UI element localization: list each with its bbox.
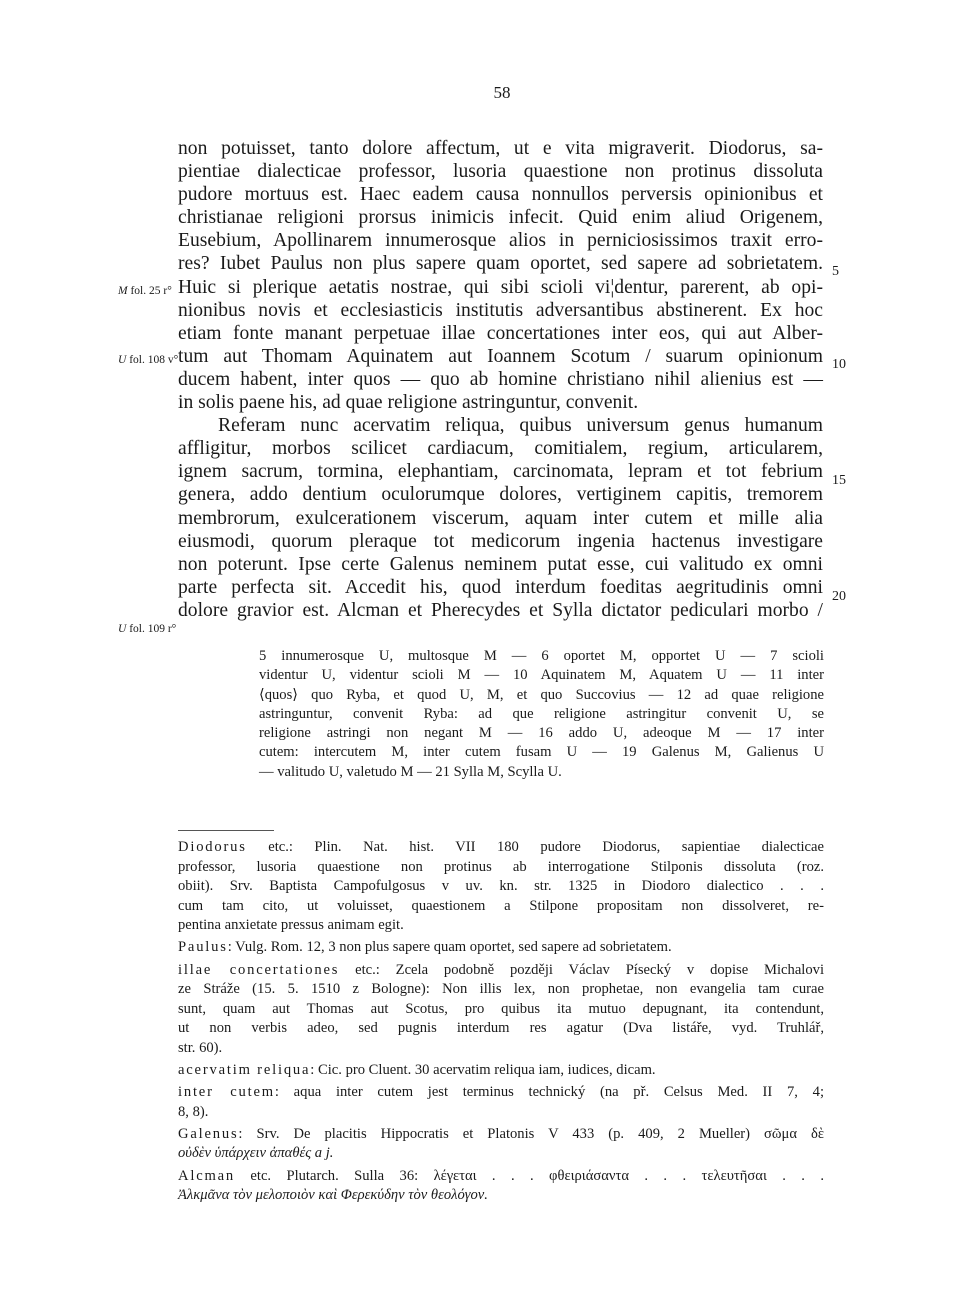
text-line: ignem sacrum, tormina, elephantiam, carcinomata, lepram et tot febrium (178, 461, 823, 483)
apparatus-line: religione astringi non negant M — 16 addo U, adeoque M — 17 inter (259, 725, 824, 742)
text-line: non potuisset, tanto dolore affectum, ut e vita migraverit. Diodorus, sa- (178, 138, 823, 159)
note-text: οὐδὲν ὑπάρχειν ἀπαθές a j. (178, 1145, 334, 1162)
text-line: pudore mortuus est. Haec eadem causa nonnullos perversis opinionibus et (178, 184, 823, 206)
text-line: tum aut Thomam Aquinatem aut Ioannem Scotum / suarum opinionum (178, 345, 823, 367)
text-line: eiusmodi, quorum pleraque tot medicorum ingenia hactenus investigare (178, 530, 823, 552)
text-line: membrorum, exulcerationem viscerum, aquam inter cutem et mille alia (178, 507, 823, 529)
note-lemma: Diodorus (178, 839, 247, 855)
line-number-10: 10 (832, 357, 846, 372)
note-text: etc. Plutarch. Sulla 36: λέγεται . . . φθειριάσαντα . . . τελευτῆσαι . . . (250, 1167, 824, 1184)
text-line: affligitur, morbos scilicet cardiacum, comitialem, regium, articularem, (178, 438, 823, 460)
note-lemma: inter cutem (178, 1084, 275, 1101)
text-line: Referam nunc acervatim reliqua, quibus universum genus humanum (218, 415, 823, 437)
apparatus-line: 5 innumerosque U, multosque M — 6 oportet M, opportet U — 7 scioli (259, 648, 824, 664)
note-lemma: Alcman (178, 1167, 235, 1184)
critical-apparatus (259, 647, 824, 782)
note-text: ze Stráže (15. 5. 1510 z Bologne): Non illis lex, non prophetae, non evangelia tam curae (178, 981, 824, 998)
text-line: christianae religioni prorsus inimicis infecit. Quid enim aliud Origenem, (178, 207, 823, 229)
note-text: 8, 8). (178, 1103, 209, 1120)
note-paulus (178, 938, 824, 958)
main-text (178, 137, 823, 622)
text-line: non poterunt. Ipse certe Galenus neminem putat esse, cui valitudo ex omni (178, 553, 823, 575)
text-line: nionibus novis et ecclesiasticis institutis adversantibus abstinerent. Ex hoc (178, 299, 823, 321)
note-text: Ἀλκμᾶνα τὸν μελοποιὸν καὶ Φερεκύδην τὸν θεολόγον. (178, 1187, 488, 1204)
apparatus-line: — valitudo U, valetudo M — 21 Sylla M, Scylla U. (259, 763, 562, 780)
text-line: in solis paene his, ad quae religione astringuntur, convenit. (178, 392, 639, 414)
apparatus-line: ⟨quos⟩ quo Ryba, et quod U, M, et quo Succovius — 12 ad quae religione (259, 686, 824, 703)
text-line: pientiae dialecticae professor, lusoria quaestione non protinus dissoluta (178, 161, 823, 183)
apparatus-line: videntur U, videntur scioli M — 10 Aquinatem M, Aquatem U — 11 inter (259, 667, 824, 684)
note-lemma: Galenus (178, 1125, 239, 1142)
note-text: etc.: Zcela podobně později Václav Písecký v dopise Michalovi (355, 961, 825, 978)
note-lemma: illae concertationes (178, 961, 340, 978)
note-lemma: acervatim reliqua (178, 1062, 311, 1079)
note-text: : Cic. pro Cluent. 30 acervatim reliqua iam, iudices, dicam. (310, 1062, 656, 1079)
apparatus-line: cutem: intercutem M, inter cutem fusam U — 19 Galenus M, Galienus U (259, 744, 824, 761)
line-number-20: 20 (832, 589, 846, 604)
note-text: str. 60). (178, 1039, 223, 1056)
commentary-notes (178, 838, 824, 1208)
note-inter-cutem (178, 1083, 824, 1122)
apparatus-line: astringuntur, convenit Ryba: ad que religione astringitur convenit U, se (259, 705, 824, 722)
text-line: Eusebium, Apollinarem innumerosque alios in perniciosissimos traxit erro- (178, 230, 823, 252)
line-number-5: 5 (832, 264, 839, 279)
note-acervatim (178, 1061, 824, 1081)
text-line: parte perfecta sit. Accedit his, quod interdum foeditas aegritudinis omni (178, 576, 823, 598)
note-galenus (178, 1125, 824, 1164)
note-concertationes (178, 961, 824, 1059)
note-lemma: Paulus (178, 939, 228, 956)
text-line: dolore gravior est. Alcman et Pherecydes et Sylla dictator pediculari morbo / (178, 599, 823, 621)
line-number-15: 15 (832, 473, 846, 488)
note-text: obiit). Srv. Baptista Campofulgosus v uv. kn. str. 1325 in Diodoro dialectico . . . (178, 878, 824, 895)
note-diodorus (178, 838, 824, 936)
note-text: : aqua inter cutem jest terminus technický (na př. Celsus Med. II 7, 4; (274, 1084, 824, 1101)
margin-ref-u-fol-108: U fol. 108 v° (118, 354, 179, 366)
note-text: : Srv. De placitis Hippocratis et Platonis V 433 (p. 409, 2 Mueller) σῶμα δὲ (238, 1125, 824, 1142)
text-line: genera, addo dentium oculorumque dolores, vertiginem capitis, tremorem (178, 484, 823, 506)
note-text: cum tam cito, ut voluisset, quaestionem a Stilpone propositam non dissolveret, re- (178, 897, 824, 914)
note-text: : Vulg. Rom. 12, 3 non plus sapere quam oportet, sed sapere ad sobrietatem. (227, 939, 672, 956)
note-text: etc.: Plin. Nat. hist. VII 180 pudore Diodorus, sapientiae dialecticae (268, 839, 824, 855)
note-alcman (178, 1167, 824, 1206)
note-text: sunt, quam aut Thomas aut Scotus, pro quibus ita mutuo depugnant, ita contendunt, (178, 1000, 824, 1017)
note-text: ut non verbis adeo, sed pugnis interdum res agatur (Dva listáře, vyd. Truhlář, (178, 1020, 824, 1037)
text-line: etiam fonte manant perpetuae illae concertationes inter eos, qui aut Alber- (178, 322, 823, 344)
text-line: res? Iubet Paulus non plus sapere quam oportet, sed sapere ad sobrietatem. (178, 253, 823, 275)
text-line: ducem habent, inter quos — quo ab homine christiano nihil alienius est — (178, 368, 823, 390)
text-line: Huic si plerique aetatis nostrae, qui sibi scioli vi¦dentur, parerent, ab opi- (178, 276, 823, 298)
margin-ref-m-fol-25: M fol. 25 r° (118, 285, 172, 297)
note-text: pentina anxietate pressus animam egit. (178, 917, 404, 934)
note-text: professor, lusoria quaestione non protinus ab interrogatione Stilponis dissoluta (roz. (178, 858, 824, 875)
page-number: 58 (493, 83, 511, 102)
footnote-separator (178, 830, 274, 831)
margin-ref-u-fol-109: U fol. 109 r° (118, 623, 177, 635)
